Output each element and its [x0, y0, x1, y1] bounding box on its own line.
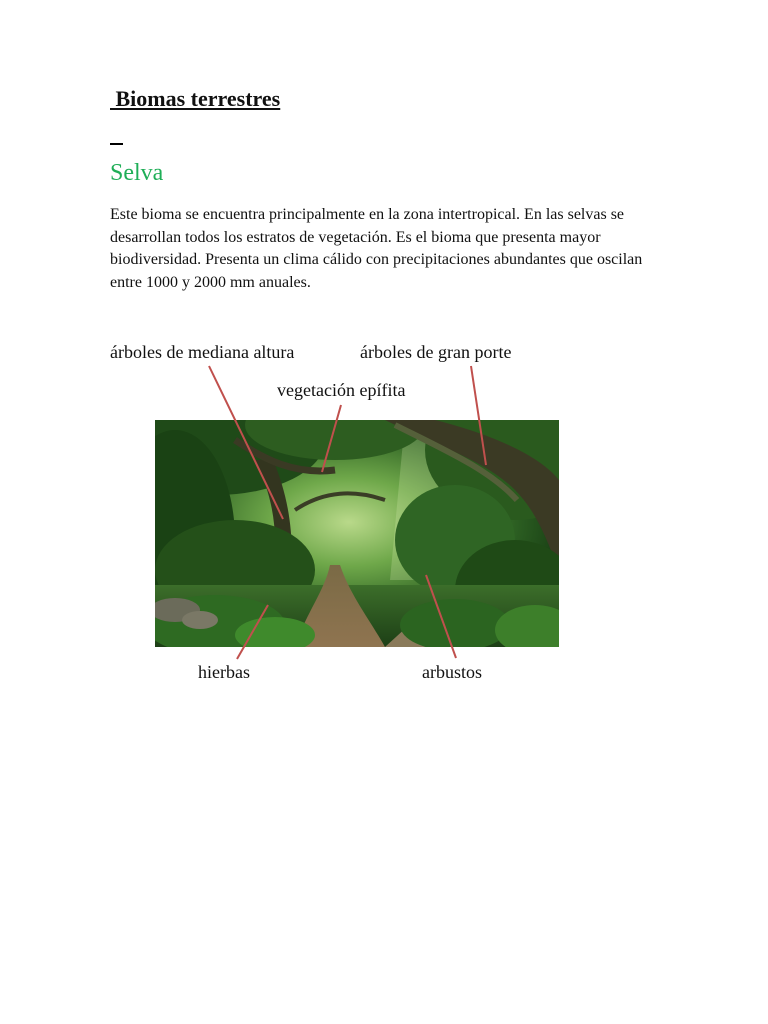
forest-image [155, 420, 559, 647]
label-hierbas: hierbas [198, 662, 250, 682]
title-dash-divider [110, 143, 123, 145]
label-vegetacion-epifita: vegetación epífita [277, 380, 406, 400]
label-arbustos: arbustos [422, 662, 482, 682]
body-paragraph: Este bioma se encuentra principalmente en la zona intertropical. En las selvas se desarrollan todos los estratos de vegetación. Es el bioma que presenta mayor biodiversidad. Presenta un clima cálido con precipitaciones abundantes que oscilan entre 1000 y 2000 mm anuales. [110, 206, 643, 292]
label-arboles-gran-porte: árboles de gran porte [360, 342, 512, 362]
label-arboles-mediana-altura: árboles de mediana altura [110, 342, 295, 362]
page-title: Biomas terrestres [110, 86, 281, 111]
section-heading: Selva [110, 160, 164, 186]
